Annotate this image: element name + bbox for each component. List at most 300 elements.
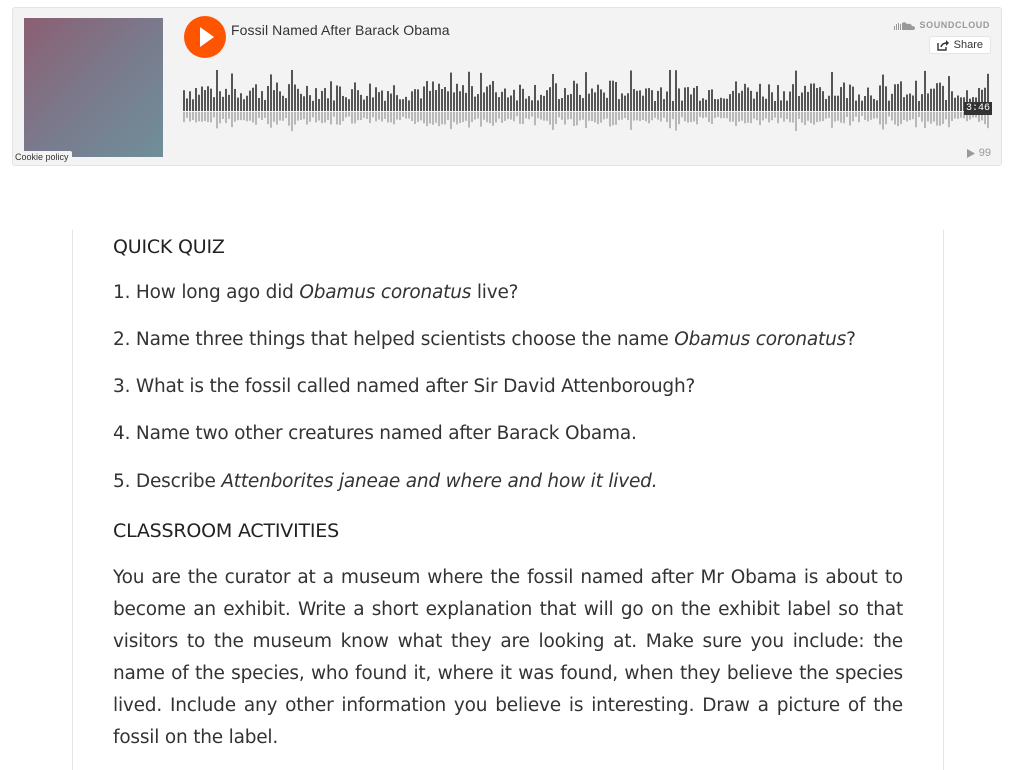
waveform-bar-reflection	[411, 112, 413, 121]
waveform-bar	[726, 99, 728, 111]
waveform-bar-reflection	[798, 112, 800, 119]
waveform-bar	[333, 100, 335, 111]
waveform-bar	[270, 74, 272, 111]
waveform-bar	[303, 96, 305, 111]
waveform-bar	[834, 96, 836, 111]
waveform-bar	[591, 89, 593, 111]
waveform-bar-reflection	[303, 112, 305, 119]
waveform-bar-reflection	[372, 112, 374, 117]
waveform-bar	[954, 98, 956, 111]
waveform-bar	[597, 85, 599, 111]
waveform-bar-reflection	[918, 112, 920, 117]
waveform-bar-reflection	[669, 112, 671, 128]
waveform-bar	[546, 90, 548, 111]
waveform-bar-reflection	[246, 112, 248, 121]
waveform-bar	[390, 94, 392, 111]
waveform-bar	[291, 70, 293, 111]
waveform-bar	[357, 90, 359, 111]
waveform-bar-reflection	[204, 112, 206, 121]
waveform-bar	[315, 88, 317, 111]
waveform-bar-reflection	[786, 112, 788, 119]
waveform-bar	[879, 85, 881, 111]
waveform-bar	[768, 84, 770, 111]
waveform-bar-reflection	[414, 112, 416, 124]
waveform-bar-reflection	[831, 112, 833, 128]
waveform-bar	[795, 71, 797, 111]
waveform-bar	[636, 91, 638, 111]
waveform-bar-reflection	[720, 112, 722, 118]
waveform-bar-reflection	[795, 112, 797, 131]
waveform-bar-reflection	[825, 112, 827, 119]
waveform-bar	[927, 93, 929, 111]
waveform-bar-reflection	[957, 112, 959, 119]
waveform-bar-reflection	[540, 112, 542, 120]
waveform-bar-reflection	[429, 112, 431, 124]
waveform-bar-reflection	[495, 112, 497, 122]
waveform-bar	[843, 82, 845, 111]
waveform-bar-reflection	[762, 112, 764, 120]
waveform-bar	[846, 98, 848, 111]
waveform-bar	[186, 98, 188, 111]
waveform-bar-reflection	[294, 112, 296, 125]
waveform-bar	[345, 97, 347, 111]
waveform-bar-reflection	[576, 112, 578, 125]
waveform-bar	[306, 86, 308, 111]
waveform-bar	[621, 93, 623, 111]
waveform-bar	[261, 91, 263, 111]
waveform-bar	[501, 92, 503, 111]
quiz-question-5: 5. Describe Attenborites janeae and where and how it lived.	[113, 471, 658, 492]
waveform-bar-reflection	[504, 112, 506, 121]
waveform-bar	[945, 100, 947, 111]
track-title[interactable]: Fossil Named After Barack Obama	[231, 22, 450, 38]
waveform-bar	[288, 84, 290, 111]
waveform-bar	[210, 89, 212, 111]
waveform-bar-reflection	[849, 112, 851, 126]
soundcloud-logo[interactable]	[894, 20, 991, 30]
play-icon	[184, 16, 226, 58]
waveform-bar	[228, 95, 230, 111]
waveform-bar-reflection	[549, 112, 551, 125]
waveform-bar	[456, 84, 458, 111]
waveform-bar-reflection	[870, 112, 872, 120]
waveform-bar	[540, 95, 542, 111]
waveform-bar	[774, 101, 776, 111]
waveform-bar-reflection	[507, 112, 509, 119]
waveform-bar-reflection	[306, 112, 308, 124]
waveform-bar	[549, 87, 551, 111]
waveform-bar-reflection	[252, 112, 254, 122]
waveform-bar	[552, 74, 554, 111]
waveform-bar	[435, 90, 437, 111]
waveform-bar	[204, 90, 206, 111]
waveform-bar-reflection	[288, 112, 290, 126]
waveform-bar-reflection	[927, 112, 929, 122]
waveform-bar-reflection	[441, 112, 443, 124]
waveform-bar-reflection	[783, 112, 785, 122]
waveform-bar	[588, 94, 590, 111]
waveform-bar-reflection	[777, 112, 779, 123]
waveform-bar	[255, 84, 257, 111]
waveform-bar-reflection	[885, 112, 887, 124]
waveform-bar-reflection	[867, 112, 869, 121]
waveform-bar-reflection	[789, 112, 791, 122]
waveform-bar-reflection	[582, 112, 584, 120]
waveform-bar	[531, 100, 533, 111]
waveform-bar	[189, 91, 191, 111]
waveform-bar-reflection	[732, 112, 734, 122]
waveform-bar	[258, 98, 260, 111]
waveform-bar	[348, 99, 350, 111]
waveform-bar-reflection	[450, 112, 452, 129]
waveform-bar	[666, 91, 668, 111]
waveform-bar	[915, 81, 917, 111]
waveform-bar-reflection	[657, 112, 659, 120]
waveform-bar	[387, 91, 389, 111]
waveform-bar-reflection	[381, 112, 383, 121]
waveform-bar-reflection	[579, 112, 581, 120]
waveform-bar	[900, 81, 902, 111]
waveform-bar	[771, 92, 773, 111]
waveform-bar-reflection	[894, 112, 896, 124]
waveform-bar-reflection	[906, 112, 908, 121]
waveform-bar-reflection	[324, 112, 326, 123]
play-button[interactable]	[184, 16, 226, 58]
waveform-bar-reflection	[360, 112, 362, 120]
waveform-bar-reflection	[459, 112, 461, 123]
waveform-bar	[378, 92, 380, 111]
waveform-bar	[402, 99, 404, 111]
quiz-question-2: 2. Name three things that helped scientists choose the name Obamus coronatus?	[113, 329, 856, 350]
waveform-bar	[393, 85, 395, 111]
waveform-bar	[240, 93, 242, 111]
quiz-question-3: 3. What is the fossil called named after Sir David Attenborough?	[113, 376, 696, 397]
share-button[interactable]: Share	[929, 36, 991, 54]
waveform-bar	[648, 88, 650, 111]
waveform-bar-reflection	[843, 112, 845, 123]
waveform-bar-reflection	[744, 112, 746, 123]
waveform-bar	[951, 91, 953, 111]
waveform-bar	[741, 91, 743, 111]
waveform-bar	[276, 83, 278, 111]
waveform-bar-reflection	[639, 112, 641, 121]
waveform-bar-reflection	[405, 112, 407, 119]
waveform-bar-reflection	[366, 112, 368, 119]
waveform-bar-reflection	[234, 112, 236, 122]
article-content	[72, 230, 944, 770]
waveform-bar-reflection	[192, 112, 194, 120]
waveform-bar-reflection	[837, 112, 839, 121]
waveform-bar-reflection	[822, 112, 824, 121]
waveform-bar-reflection	[681, 112, 683, 117]
waveform-bar	[699, 101, 701, 111]
waveform-bar	[369, 84, 371, 111]
waveform-bar-reflection	[900, 112, 902, 124]
waveform-bar	[801, 93, 803, 111]
waveform-bar	[924, 71, 926, 111]
waveform-bar	[594, 92, 596, 111]
waveform-bar	[285, 98, 287, 111]
waveform-bar-reflection	[936, 112, 938, 126]
waveform-bar	[678, 88, 680, 111]
waveform-bar-reflection	[492, 112, 494, 126]
waveform-bar	[519, 85, 521, 111]
waveform-bar	[336, 85, 338, 111]
waveform-bar	[936, 83, 938, 111]
waveform-bar-reflection	[417, 112, 419, 122]
waveform-bar	[528, 96, 530, 111]
waveform-bar	[543, 96, 545, 111]
waveform-bar	[876, 100, 878, 111]
waveform-bar	[762, 97, 764, 111]
waveform-bar	[525, 99, 527, 111]
waveform-bar-reflection	[198, 112, 200, 121]
waveform-bar	[579, 95, 581, 111]
waveform-bar-reflection	[243, 112, 245, 120]
waveform-bar-reflection	[663, 112, 665, 118]
waveform-bar-reflection	[519, 112, 521, 124]
waveform-bar-reflection	[621, 112, 623, 120]
waveform-bar-reflection	[309, 112, 311, 122]
waveform-bar-reflection	[735, 112, 737, 126]
waveform-bar-reflection	[924, 112, 926, 128]
waveform-bar-reflection	[891, 112, 893, 121]
waveform-bar	[882, 75, 884, 111]
waveform-bar	[420, 98, 422, 111]
waveform-bar-reflection	[339, 112, 341, 125]
waveform-bar-reflection	[573, 112, 575, 126]
waveform-bar-reflection	[483, 112, 485, 120]
waveform-bar	[885, 86, 887, 111]
waveform-bar-reflection	[546, 112, 548, 121]
waveform-bar	[318, 99, 320, 111]
share-icon	[937, 40, 949, 51]
waveform-bar-reflection	[315, 112, 317, 122]
waveform-bar	[453, 92, 455, 111]
waveform-bar	[447, 91, 449, 111]
waveform-bar-reflection	[702, 112, 704, 118]
waveform-bar-reflection	[564, 112, 566, 125]
waveform-bar	[423, 86, 425, 111]
waveform-bar-reflection	[750, 112, 752, 123]
waveform-bar	[651, 90, 653, 111]
waveform-bar	[756, 92, 758, 111]
waveform-bar-reflection	[183, 112, 185, 122]
waveform-bar-reflection	[216, 112, 218, 128]
waveform-bar	[465, 93, 467, 111]
waveform-bar	[810, 84, 812, 111]
waveform-bar	[765, 99, 767, 111]
waveform-bar-reflection	[603, 112, 605, 119]
waveform-bar-reflection	[510, 112, 512, 120]
waveform-bar-reflection	[345, 112, 347, 117]
waveform-bar	[828, 96, 830, 111]
waveform-bar	[471, 86, 473, 111]
waveform-bar	[696, 86, 698, 111]
cookie-policy-link[interactable]: Cookie policy	[13, 151, 72, 164]
waveform-bar	[642, 96, 644, 111]
waveform-bar	[786, 101, 788, 111]
waveform-bar-reflection	[780, 112, 782, 118]
waveform-bar-reflection	[828, 112, 830, 118]
waveform-bar	[618, 99, 620, 111]
waveform-bar-reflection	[423, 112, 425, 123]
waveform-bar-reflection	[513, 112, 515, 121]
waveform-bar	[375, 87, 377, 111]
waveform-bar	[297, 89, 299, 111]
waveform-bar	[396, 95, 398, 111]
waveform-bar-reflection	[222, 112, 224, 119]
waveform-bar-reflection	[645, 112, 647, 121]
waveform-bar-reflection	[960, 112, 962, 118]
waveform-bar	[312, 101, 314, 111]
waveform-bar-reflection	[282, 112, 284, 121]
waveform-bar-reflection	[528, 112, 530, 119]
waveform-bar-reflection	[498, 112, 500, 119]
waveform-bar-reflection	[447, 112, 449, 120]
waveform-bar	[693, 88, 695, 111]
waveform-bar	[819, 87, 821, 111]
waveform-bar-reflection	[699, 112, 701, 117]
waveform-bar	[354, 82, 356, 111]
waveform-bar-reflection	[351, 112, 353, 124]
waveform-bar-reflection	[279, 112, 281, 121]
waveform-bar-reflection	[636, 112, 638, 120]
waveform-bar	[411, 91, 413, 111]
waveform-bar	[438, 84, 440, 111]
waveform-bar	[672, 101, 674, 111]
waveform-bar	[363, 100, 365, 111]
waveform-bar	[711, 89, 713, 111]
waveform-bar-reflection	[456, 112, 458, 124]
waveform-bar-reflection	[396, 112, 398, 119]
waveform-bar	[231, 73, 233, 111]
waveform-bar	[219, 91, 221, 111]
waveform-bar-reflection	[219, 112, 221, 123]
waveform[interactable]	[183, 70, 991, 132]
waveform-bar-reflection	[261, 112, 263, 120]
waveform-bar-reflection	[627, 112, 629, 120]
waveform-bar	[225, 89, 227, 111]
waveform-bar	[408, 100, 410, 111]
waveform-bar-reflection	[726, 112, 728, 118]
waveform-bar	[723, 99, 725, 111]
waveform-bar	[243, 99, 245, 111]
waveform-bar	[894, 84, 896, 111]
waveform-bar-reflection	[615, 112, 617, 125]
waveform-bar-reflection	[462, 112, 464, 122]
waveform-bar-reflection	[813, 112, 815, 125]
waveform-bar	[561, 98, 563, 111]
waveform-bar	[939, 83, 941, 111]
classroom-activity-text: You are the curator at a museum where the fossil named after Mr Obama is about to become an exhibit. Write a short explanation that will go on the exhibit label so that visitors to the museum know what they are looking at. Make sure you include: the name of the species, who found it, where it was found, when they believe the species lived. Include any other information you believe is interesting. Draw a picture of the fossil on the label.	[113, 567, 903, 748]
waveform-bar	[417, 89, 419, 111]
waveform-bar	[462, 85, 464, 111]
waveform-bar-reflection	[543, 112, 545, 121]
waveform-bar	[660, 87, 662, 111]
waveform-bar-reflection	[420, 112, 422, 120]
waveform-bar	[663, 99, 665, 111]
waveform-bar	[669, 70, 671, 111]
waveform-bar	[918, 101, 920, 111]
waveform-bar-reflection	[717, 112, 719, 117]
waveform-bar	[498, 97, 500, 111]
waveform-bar	[282, 96, 284, 111]
waveform-bar-reflection	[954, 112, 956, 118]
waveform-bar	[576, 84, 578, 111]
waveform-bar	[645, 88, 647, 111]
waveform-bar	[381, 90, 383, 111]
waveform-bar	[504, 88, 506, 111]
waveform-bar	[825, 99, 827, 111]
waveform-bar-reflection	[210, 112, 212, 122]
track-artwork[interactable]	[24, 18, 163, 157]
waveform-bar-reflection	[327, 112, 329, 120]
waveform-bar-reflection	[624, 112, 626, 118]
waveform-bar-reflection	[597, 112, 599, 124]
waveform-bar	[207, 86, 209, 111]
waveform-bar	[600, 89, 602, 111]
waveform-bar-reflection	[453, 112, 455, 122]
waveform-bar-reflection	[768, 112, 770, 122]
waveform-bar	[639, 90, 641, 111]
waveform-bar-reflection	[432, 112, 434, 125]
waveform-bar-reflection	[336, 112, 338, 125]
waveform-bar-reflection	[378, 112, 380, 120]
waveform-bar	[633, 89, 635, 111]
waveform-bar	[816, 88, 818, 111]
waveform-bar	[612, 81, 614, 111]
waveform-bar-reflection	[201, 112, 203, 122]
waveform-bar-reflection	[741, 112, 743, 121]
waveform-bar-reflection	[651, 112, 653, 120]
waveform-bar-reflection	[207, 112, 209, 122]
waveform-bar	[654, 101, 656, 111]
waveform-bar	[366, 96, 368, 111]
waveform-bar	[573, 81, 575, 111]
waveform-bar-reflection	[852, 112, 854, 121]
waveform-bar	[480, 73, 482, 111]
waveform-bar	[864, 96, 866, 111]
waveform-bar-reflection	[537, 112, 539, 118]
waveform-bar-reflection	[387, 112, 389, 123]
waveform-bar-reflection	[402, 112, 404, 117]
waveform-bar	[327, 98, 329, 111]
waveform-bar	[855, 101, 857, 111]
waveform-bar	[264, 100, 266, 111]
waveform-bar-reflection	[678, 112, 680, 124]
waveform-bar-reflection	[426, 112, 428, 126]
waveform-bar	[615, 82, 617, 111]
track-duration: 3:46	[965, 103, 990, 114]
waveform-bar-reflection	[291, 112, 293, 131]
waveform-bar-reflection	[285, 112, 287, 118]
waveform-bar-reflection	[213, 112, 215, 117]
waveform-bar-reflection	[672, 112, 674, 119]
waveform-bar	[300, 94, 302, 111]
waveform-bar	[675, 70, 677, 111]
waveform-bar	[537, 100, 539, 111]
waveform-bar-reflection	[858, 112, 860, 122]
waveform-bar-reflection	[333, 112, 335, 117]
waveform-bar-reflection	[399, 112, 401, 120]
waveform-bar-reflection	[348, 112, 350, 117]
waveform-bar	[804, 86, 806, 111]
waveform-bar	[198, 95, 200, 111]
waveform-bar-reflection	[759, 112, 761, 125]
quiz-question-1: 1. How long ago did Obamus coronatus live?	[113, 282, 519, 303]
waveform-bar-reflection	[558, 112, 560, 117]
